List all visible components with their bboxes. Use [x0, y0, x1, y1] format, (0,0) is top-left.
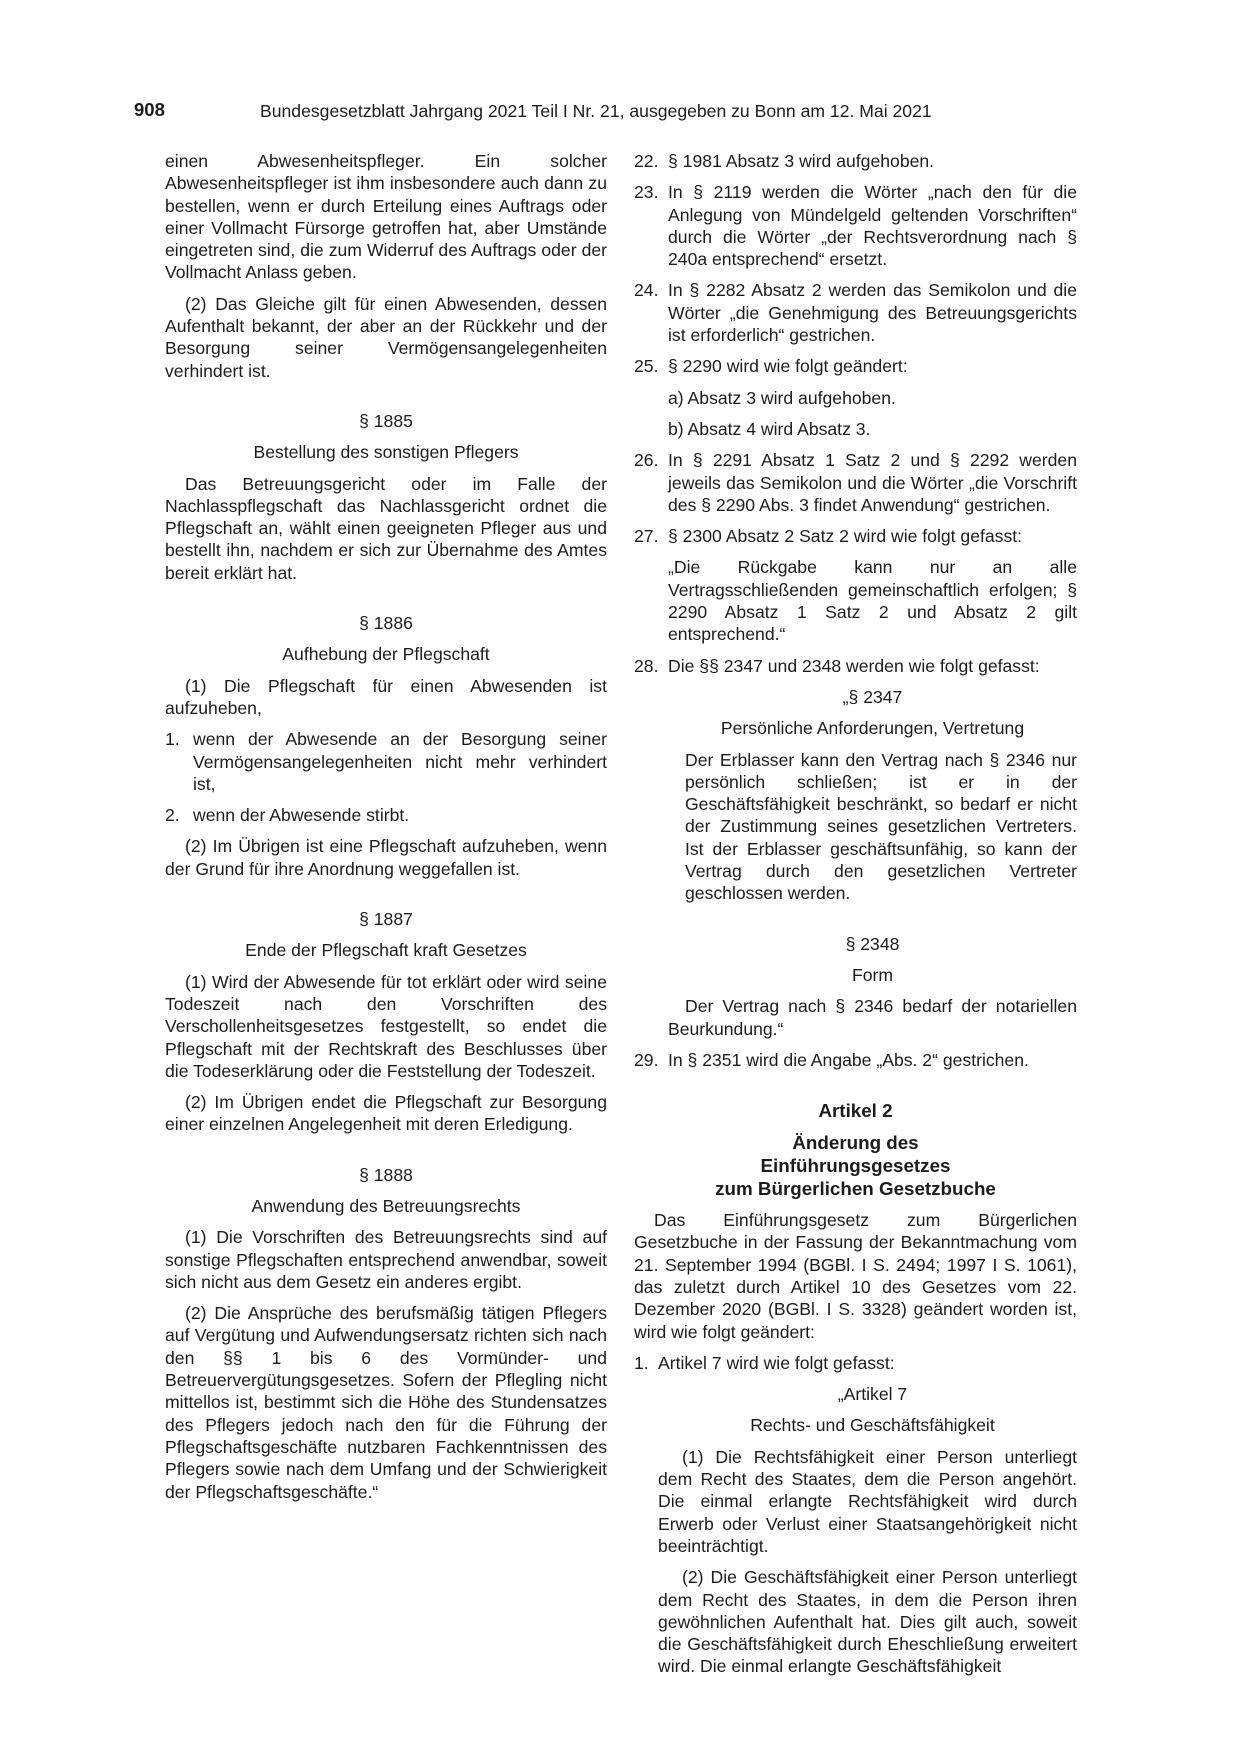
right-column — [634, 150, 1077, 1678]
list-text: Die §§ 2347 und 2348 werden wie folgt gefasst: — [668, 655, 1040, 676]
article-number: „Artikel 7 — [837, 1384, 908, 1405]
list-item — [634, 150, 1077, 172]
section-number: § 1886 — [359, 613, 413, 634]
section-title: Ende der Pflegschaft kraft Gesetzes — [245, 940, 527, 961]
paragraph: (1) Wird der Abwesende für tot erklärt oder wird seine Todeszeit nach den Vorschriften des Verschollenheitsgesetzes festgestellt, so endet die Pflegschaft mit der Rechtskraft des Beschlusses über die Todeserklärung oder die Feststellung der Todeszeit. — [165, 971, 607, 1081]
page-number: 908 — [134, 99, 165, 120]
list-item — [634, 449, 1077, 516]
article-subtitle: Rechts- und Geschäftsfähigkeit — [750, 1415, 995, 1436]
list-number: 25. — [634, 356, 659, 377]
section-number: § 2348 — [845, 933, 900, 954]
list-item — [634, 1049, 1077, 1071]
paragraph: (2) Die Geschäftsfähigkeit einer Person unterliegt dem Recht des Staates, in dem die Person ihren gewöhnlichen Aufenthalt hat. Dies gilt auch, soweit die Geschäftsfähigkeit durch Eheschließung erweitert wird. Die einmal erlangte Geschäftsfähigkeit — [658, 1567, 1077, 1677]
section-number: „§ 2347 — [842, 686, 903, 707]
article-title: Änderung des — [792, 1132, 919, 1154]
left-column — [165, 150, 607, 1503]
section-number: § 1885 — [359, 410, 413, 431]
list-text: Artikel 7 wird wie folgt gefasst: — [658, 1352, 895, 1373]
quoted-text: „Die Rückgabe kann nur an alle Vertragsschließenden gemeinschaftlich erfolgen; § 2290 Absatz 1 Satz 2 und Absatz 2 gilt entsprechend.“ — [668, 557, 1077, 645]
paragraph: (1) Die Rechtsfähigkeit einer Person unterliegt dem Recht des Staates, dem die Person angehört. Die einmal erlangte Rechtsfähigkeit wird durch Erwerb oder Verlust einer Staatsangehörigkeit nicht beeinträchtigt. — [658, 1446, 1077, 1556]
paragraph: (1) Die Vorschriften des Betreuungsrechts sind auf sonstige Pflegschaften entsprechend anwendbar, soweit sich nicht aus dem Gesetz ein anderes ergibt. — [165, 1227, 607, 1292]
paragraph: (2) Das Gleiche gilt für einen Abwesenden, dessen Aufenthalt bekannt, der aber an der Rückkehr und der Besorgung seiner Vermögensangelegenheiten verhindert ist. — [165, 293, 607, 381]
list-item — [634, 181, 1077, 270]
list-text: § 2300 Absatz 2 Satz 2 wird wie folgt gefasst: — [668, 526, 1023, 547]
list-number: 1. — [165, 729, 180, 750]
list-text: wenn der Abwesende stirbt. — [193, 805, 410, 826]
article-label: Artikel 2 — [818, 1100, 893, 1122]
list-text: § 1981 Absatz 3 wird aufgehoben. — [668, 151, 935, 171]
list-item — [634, 1352, 1077, 1374]
list-item — [165, 728, 607, 795]
list-text: In § 2291 Absatz 1 Satz 2 und § 2292 werden jeweils das Semikolon und die Wörter „die Vorschrift des § 2290 Abs. 3 findet Anwendung“ gestrichen. — [668, 450, 1077, 515]
running-header: Bundesgesetzblatt Jahrgang 2021 Teil I Nr. 21, ausgegeben zu Bonn am 12. Mai 2021 — [260, 101, 932, 121]
list-text: § 2290 wird wie folgt geändert: — [668, 356, 908, 377]
section-number: § 1887 — [359, 909, 413, 930]
article-title: Einführungsgesetzes — [760, 1155, 951, 1177]
paragraph: Der Erblasser kann den Vertrag nach § 2346 nur persönlich schließen; ist er in der Geschäftsfähigkeit beschränkt, so bedarf er nicht der Zustimmung seines gesetzlichen Vertreters. Ist der Erblasser geschäftsunfähig, so kann der Vertrag durch den gesetzlichen Vertreter geschlossen werden. — [685, 749, 1077, 904]
list-number: 23. — [634, 182, 659, 203]
paragraph: Das Betreuungsgericht oder im Falle der Nachlasspflegschaft das Nachlassgericht ordnet die Pflegschaft an, wählt einen geeigneten Pfleger aus und bestellt ihn, nachdem er sich zur Übernahme des Amtes bereit erklärt hat. — [165, 473, 607, 583]
list-item — [634, 355, 1077, 377]
paragraph: Der Vertrag nach § 2346 bedarf der notariellen Beurkundung.“ — [668, 996, 1077, 1039]
section-title: Anwendung des Betreuungsrechts — [251, 1195, 521, 1216]
section-title: Persönliche Anforderungen, Vertretung — [720, 718, 1025, 739]
list-number: 2. — [165, 805, 180, 826]
section-title: Bestellung des sonstigen Pflegers — [253, 442, 519, 463]
list-text: wenn der Abwesende an der Besorgung seiner Vermögensangelegenheiten nicht mehr verhindert ist, — [193, 729, 607, 794]
list-number: 26. — [634, 450, 659, 471]
list-text: In § 2351 wird die Angabe „Abs. 2“ gestrichen. — [668, 1049, 1029, 1070]
section-title: Aufhebung der Pflegschaft — [282, 644, 490, 665]
list-item — [165, 804, 607, 826]
list-item — [634, 655, 1077, 677]
list-text: In § 2119 werden die Wörter „nach den für die Anlegung von Mündelgeld geltenden Vorschriften“ durch die Wörter „der Rechtsverordnung nach § 240a entsprechend“ ersetzt. — [668, 182, 1077, 270]
sub-item: a) Absatz 3 wird aufgehoben. — [668, 387, 896, 408]
section-title: Form — [851, 964, 894, 985]
list-text: In § 2282 Absatz 2 werden das Semikolon und die Wörter „die Genehmigung des Betreuungsgerichts ist erforderlich“ gestrichen. — [668, 280, 1077, 346]
list-number: 22. — [634, 151, 659, 171]
list-item — [634, 525, 1077, 547]
paragraph: Das Einführungsgesetz zum Bürgerlichen Gesetzbuche in der Fassung der Bekanntmachung vom 21. September 1994 (BGBl. I S. 2494; 1997 I S. 1061), das zuletzt durch Artikel 10 des Gesetzes vom 22. Dezember 2020 (BGBl. I S. 3328) geändert worden ist, wird wie folgt geändert: — [634, 1210, 1077, 1342]
paragraph: (2) Im Übrigen ist eine Pflegschaft aufzuheben, wenn der Grund für ihre Anordnung weggefallen ist. — [165, 836, 607, 879]
list-number: 24. — [634, 280, 659, 301]
paragraph: (1) Die Pflegschaft für einen Abwesenden ist aufzuheben, — [165, 675, 607, 718]
sub-item: b) Absatz 4 wird Absatz 3. — [668, 418, 871, 439]
section-number: § 1888 — [359, 1164, 413, 1185]
paragraph: (2) Die Ansprüche des berufsmäßig tätigen Pflegers auf Vergütung und Aufwendungsersatz richten sich nach den §§ 1 bis 6 des Vormünder- und Betreuervergütungsgesetzes. Sofern der Pflegling nicht mittellos ist, bestimmt sich die Höhe des Stundensatzes des Pflegers jedoch nach den für die Führung der Pflegschaftsgeschäfte nutzbaren Fachkenntnissen des Pflegers sowie nach dem Umfang und der Schwierigkeit der Pflegschaftsgeschäfte.“ — [165, 1303, 607, 1502]
article-title: zum Bürgerlichen Gesetzbuche — [715, 1178, 996, 1200]
paragraph: einen Abwesenheitspfleger. Ein solcher Abwesenheitspfleger ist ihm insbesondere auch dann zu bestellen, wenn er durch Erteilung eines Auftrags oder einer Vollmacht Fürsorge getroffen hat, aber Umstände eingetreten sind, die zum Widerruf des Auftrags oder der Vollmacht Anlass geben. — [165, 151, 607, 283]
list-number: 1. — [634, 1352, 649, 1373]
list-number: 28. — [634, 655, 659, 676]
list-number: 29. — [634, 1049, 659, 1070]
list-number: 27. — [634, 526, 659, 547]
list-item — [634, 279, 1077, 346]
paragraph: (2) Im Übrigen endet die Pflegschaft zur Besorgung einer einzelnen Angelegenheit mit deren Erledigung. — [165, 1092, 607, 1135]
